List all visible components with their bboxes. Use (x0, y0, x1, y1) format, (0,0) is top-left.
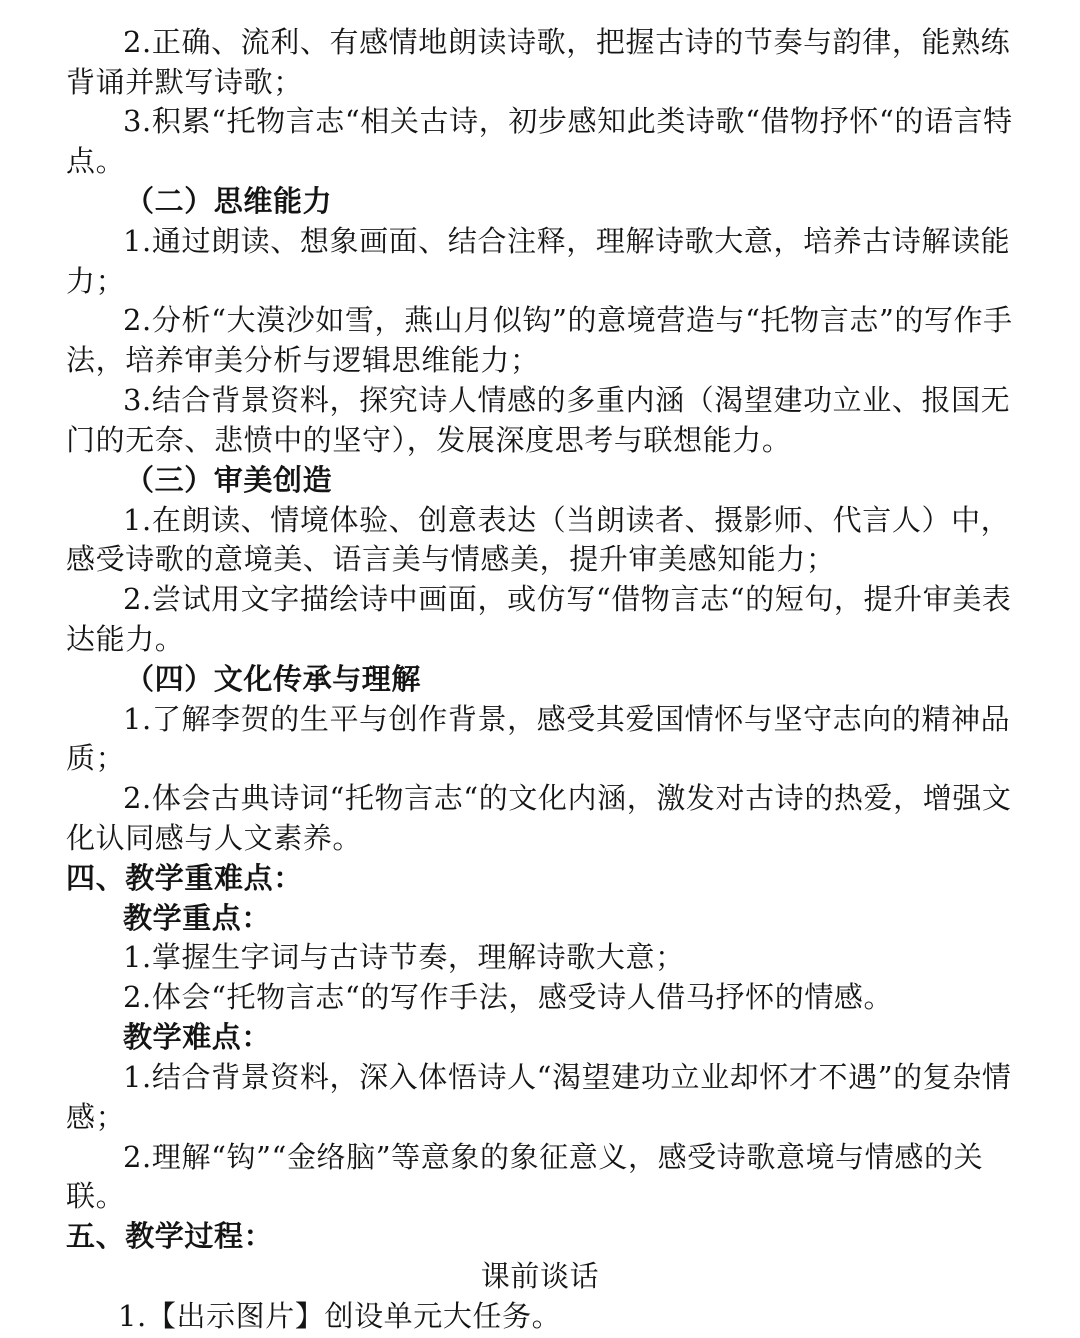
culture-item-1-line-1: 1.了解李贺的生平与创作背景，感受其爱国情怀与坚守志向的精神品 (123, 702, 1011, 736)
culture-section-heading: （四）文化传承与理解 (125, 662, 422, 696)
teaching-focus-heading: 教学重点： (123, 901, 272, 935)
culture-item-1-line-2: 质； (66, 741, 126, 775)
culture-item-2-line-1: 2.体会古典诗词“托物言志“的文化内涵，激发对古诗的热爱，增强文 (123, 781, 1012, 815)
teaching-difficulty-item-1-line-1: 1.结合背景资料，深入体悟诗人“渴望建功立业却怀才不遇”的复杂情 (123, 1060, 1012, 1094)
thinking-item-1-line-2: 力； (66, 264, 126, 298)
language-skill-item-3-line-1: 3.积累“托物言志“相关古诗，初步感知此类诗歌“借物抒怀“的语言特 (123, 104, 1013, 138)
teaching-difficulty-item-1-line-2: 感； (66, 1100, 126, 1134)
thinking-section-heading: （二）思维能力 (125, 184, 333, 218)
language-skill-item-3-line-2: 点。 (66, 144, 126, 178)
thinking-item-2-line-2: 法，培养审美分析与逻辑思维能力； (66, 343, 540, 377)
teaching-focus-item-1: 1.掌握生字词与古诗节奏，理解诗歌大意； (123, 940, 685, 974)
language-skill-item-2-line-2: 背诵并默写诗歌； (66, 65, 303, 99)
language-skill-item-2-line-1: 2.正确、流利、有感情地朗读诗歌，把握古诗的节奏与韵律，能熟练 (123, 25, 1011, 59)
aesthetics-item-1-line-1: 1.在朗读、情境体验、创意表达（当朗读者、摄影师、代言人）中， (123, 503, 1011, 537)
aesthetics-item-2-line-2: 达能力。 (66, 622, 185, 656)
teaching-difficulty-item-2-line-2: 联。 (66, 1179, 126, 1213)
pre-class-talk-subheading: 课前谈话 (480, 1259, 600, 1293)
thinking-item-2-line-1: 2.分析“大漠沙如雪，燕山月似钩”的意境营造与“托物言志”的写作手 (123, 303, 1013, 337)
thinking-item-1-line-1: 1.通过朗读、想象画面、结合注释，理解诗歌大意，培养古诗解读能 (123, 224, 1011, 258)
culture-item-2-line-2: 化认同感与人文素养。 (66, 821, 363, 855)
teaching-difficulty-item-2-line-1: 2.理解“钩”“金络脑”等意象的象征意义，感受诗歌意境与情感的关 (123, 1140, 984, 1174)
teaching-focus-item-2: 2.体会“托物言志“的写作手法，感受诗人借马抒怀的情感。 (123, 980, 894, 1014)
aesthetics-item-2-line-1: 2.尝试用文字描绘诗中画面，或仿写“借物言志“的短句，提升审美表 (123, 582, 1012, 616)
thinking-item-3-line-2: 门的无奈、悲愤中的坚守），发展深度思考与联想能力。 (66, 423, 792, 457)
aesthetics-section-heading: （三）审美创造 (125, 463, 333, 497)
aesthetics-item-1-line-2: 感受诗歌的意境美、语言美与情感美，提升审美感知能力； (66, 542, 836, 576)
teaching-difficulty-heading: 教学难点： (123, 1020, 272, 1054)
key-points-heading: 四、教学重难点： (66, 861, 303, 895)
teaching-process-heading: 五、教学过程： (66, 1219, 274, 1253)
thinking-item-3-line-1: 3.结合背景资料，探究诗人情感的多重内涵（渴望建功立业、报国无 (123, 383, 1011, 417)
process-item-1: 1.【出示图片】创设单元大任务。 (118, 1299, 562, 1333)
